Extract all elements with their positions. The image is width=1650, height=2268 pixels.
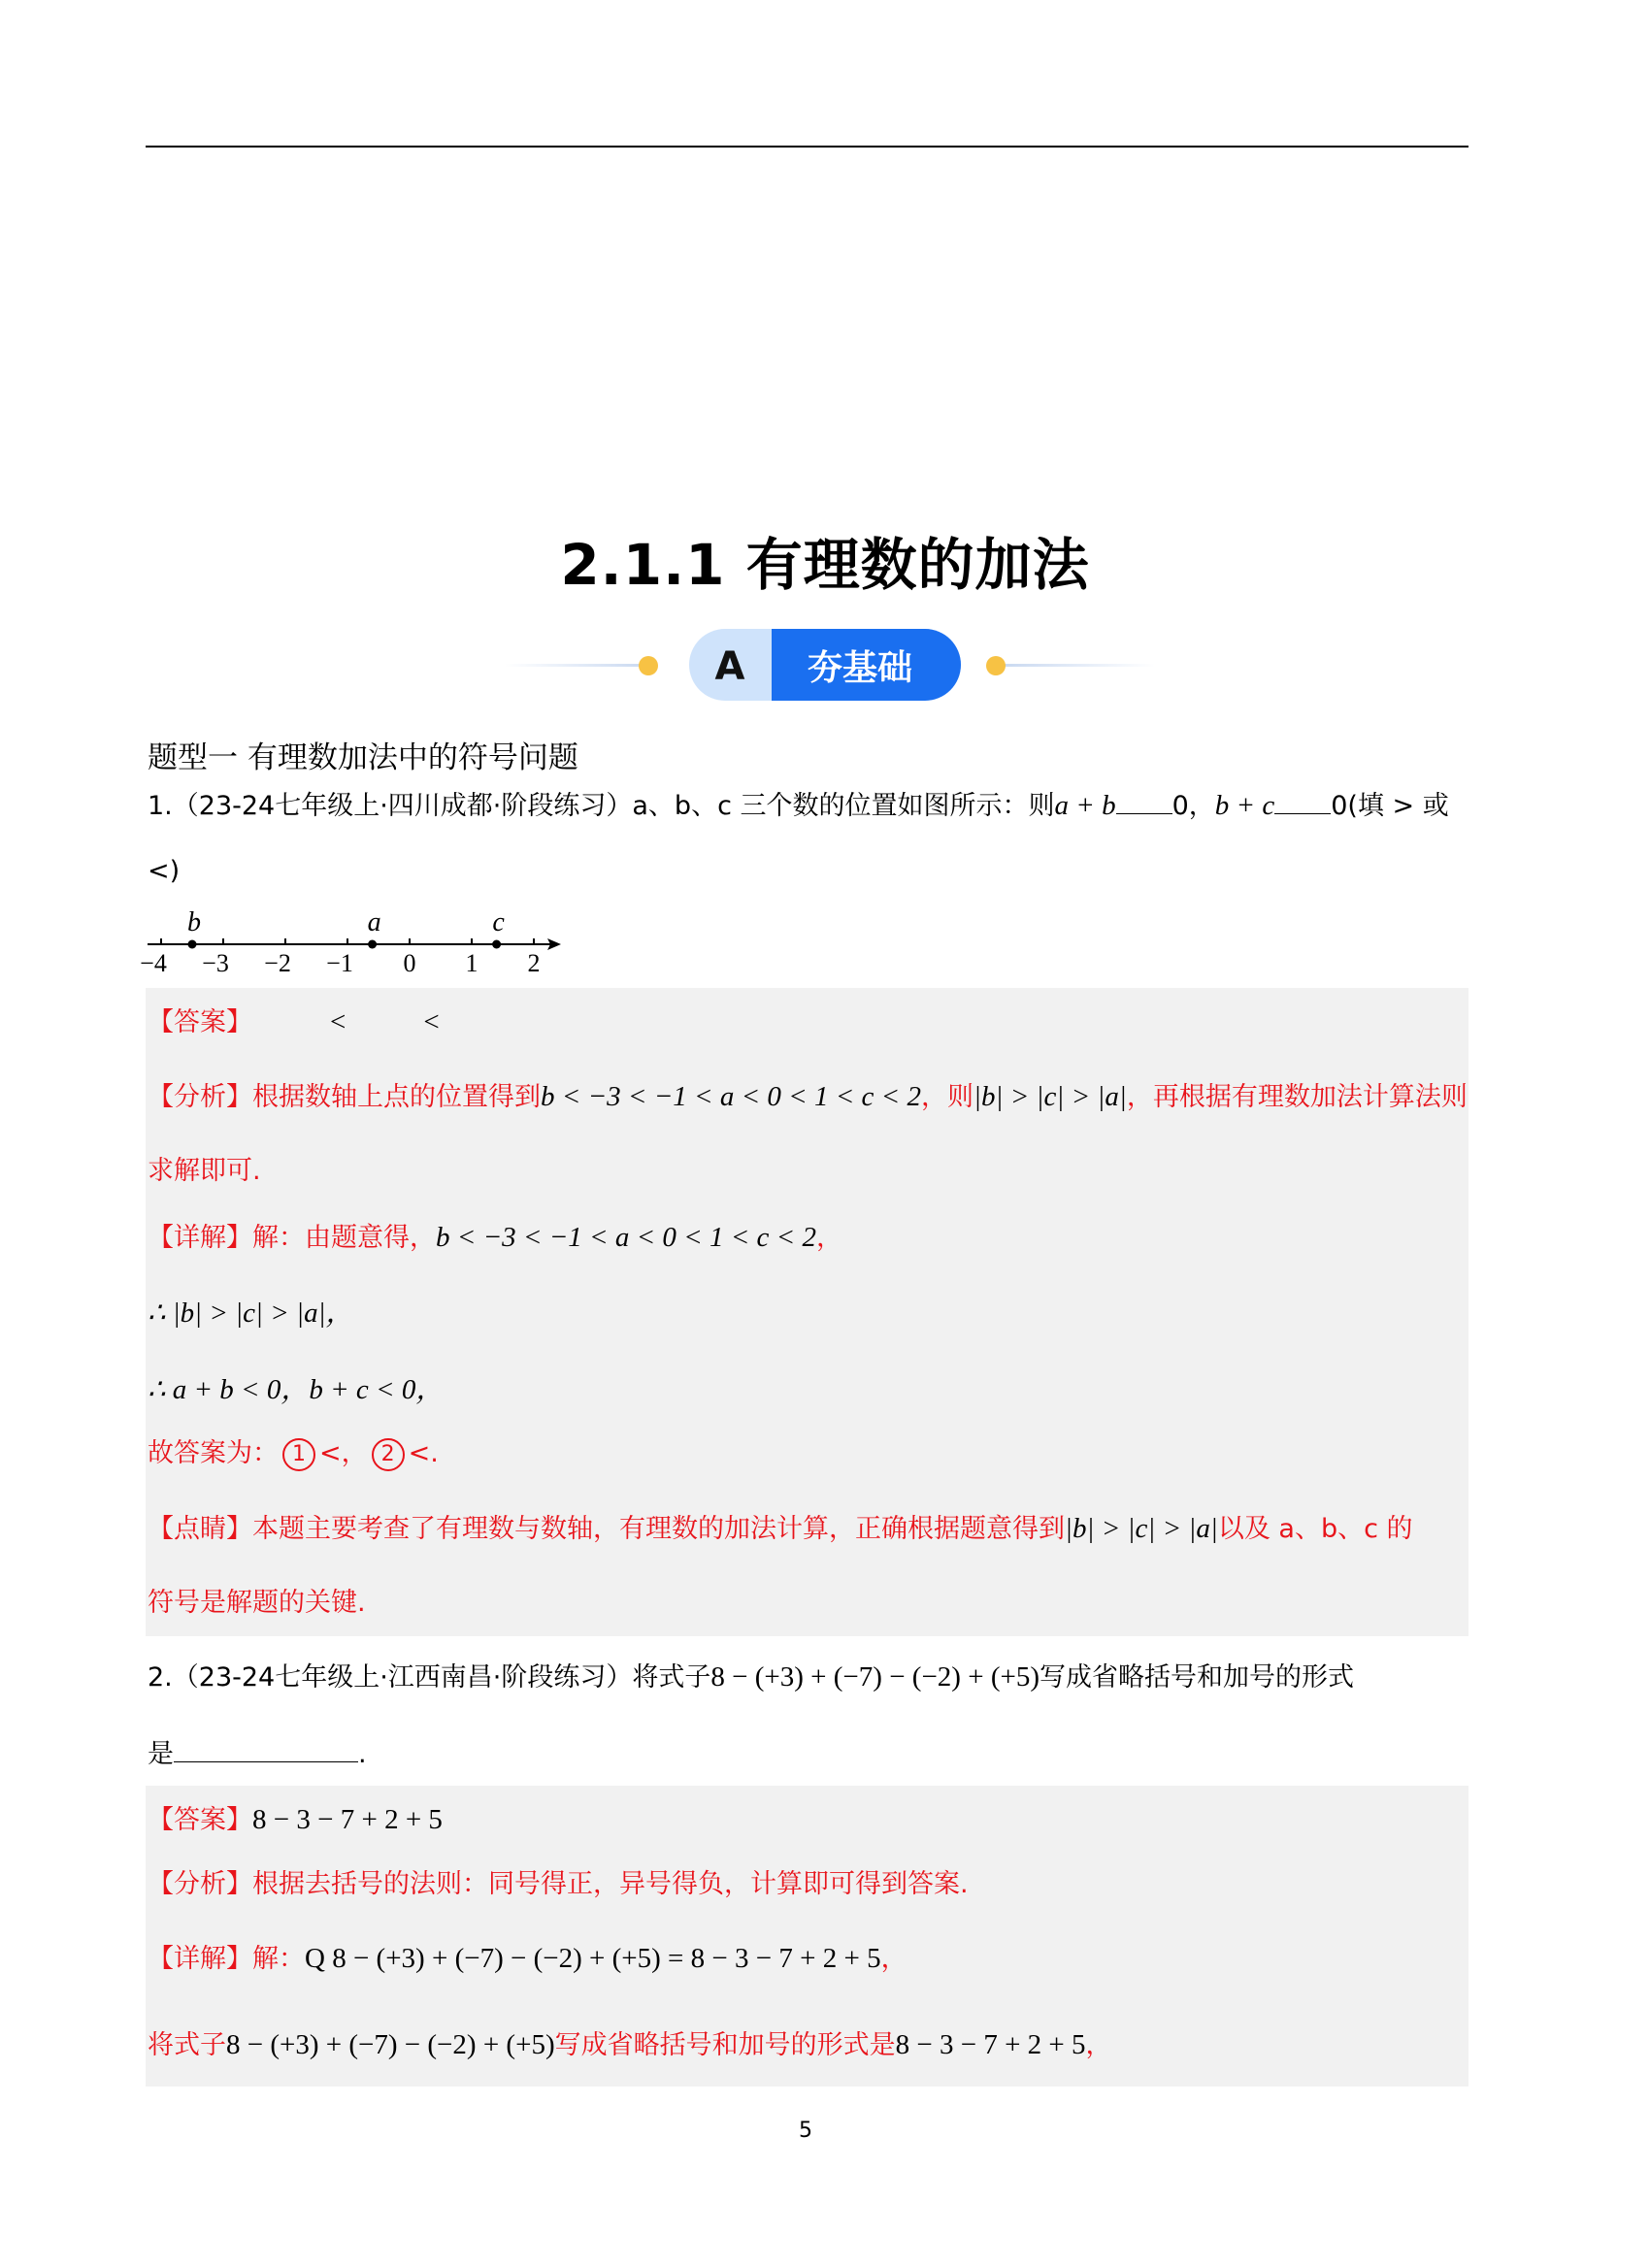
number-line-point-a xyxy=(368,940,377,949)
answer-value: 8 − 3 − 7 + 2 + 5 xyxy=(252,1804,443,1835)
number-line-tick-label: 1 xyxy=(465,949,478,977)
section-title: 题型一 有理数加法中的符号问题 xyxy=(148,740,578,775)
detail-step-1: ∴ |b| > |c| > |a|， xyxy=(148,1298,354,1329)
banner-dot-right xyxy=(986,656,1006,675)
question-source: （23-24七年级上·四川成都·阶段练习） xyxy=(172,791,633,821)
question-1: 1.（23-24七年级上·四川成都·阶段练习）a、b、c 三个数的位置如图所示：则a + b 0，b + c 0(填 > 或 xyxy=(148,784,1472,826)
number-line-point-b xyxy=(188,940,197,949)
analysis-tag: 【分析】 xyxy=(148,1082,252,1112)
detail-step-2: ∴ a + b < 0，b + c < 0， xyxy=(148,1374,445,1405)
answer-blank-2[interactable] xyxy=(1274,784,1331,814)
number-line-point-label-c: c xyxy=(492,907,505,937)
detail-tag: 【详解】 xyxy=(148,1223,252,1253)
detail-row-1: 【详解】解：由题意得，b < −3 < −1 < a < 0 < 1 < c < 2， xyxy=(148,1222,842,1253)
number-line-point-label-a: a xyxy=(367,907,381,937)
circled-number-2: 2 xyxy=(372,1438,405,1471)
header-rule xyxy=(146,146,1468,148)
banner-label: 夯基础 xyxy=(807,648,913,688)
question-number: 2. xyxy=(148,1662,173,1693)
question-stem: a、b、c 三个数的位置如图所示：则 xyxy=(632,791,1055,821)
section-banner xyxy=(485,621,1165,708)
detail-tag: 【详解】 xyxy=(148,1944,252,1974)
banner-letter: A xyxy=(714,644,745,689)
answer-value-2: < xyxy=(423,1006,440,1037)
comment-tag: 【点睛】 xyxy=(148,1514,252,1544)
analysis-row-1: 【分析】根据数轴上点的位置得到b < −3 < −1 < a < 0 < 1 < c < 2，则|b| > |c| > |a|，再根据有理数加法计算法则 xyxy=(148,1081,1468,1112)
answer-blank-1[interactable] xyxy=(1116,784,1172,814)
number-line-tick-label: 0 xyxy=(403,949,416,977)
analysis-tag: 【分析】 xyxy=(148,1869,252,1899)
question-source: （23-24七年级上·江西南昌·阶段练习） xyxy=(172,1662,633,1693)
number-line-tick-label: −2 xyxy=(264,949,291,977)
question-2-cont: 是 . xyxy=(148,1732,367,1774)
number-line xyxy=(140,907,571,977)
answer-row-2 xyxy=(148,1800,443,1840)
detail-row-2: 【详解】解：Q 8 − (+3) + (−7) − (−2) + (+5) = 8 − 3 − 7 + 2 + 5， xyxy=(148,1943,908,1974)
answer-row-1 xyxy=(148,1003,440,1042)
number-line-point-label-b: b xyxy=(187,907,201,937)
question-number: 1. xyxy=(148,791,173,821)
banner-dot-left xyxy=(639,656,658,675)
number-line-tick-label: −3 xyxy=(202,949,229,977)
analysis-row-1-cont: 求解即可. xyxy=(148,1156,261,1186)
answer-value-1: < xyxy=(330,1006,346,1037)
question-expression: 8 − (+3) + (−7) − (−2) + (+5) xyxy=(710,1661,1040,1693)
circled-number-1: 1 xyxy=(282,1438,315,1471)
expr-a-plus-b: a + b xyxy=(1054,790,1116,821)
detail-row-2-cont: 将式子8 − (+3) + (−7) − (−2) + (+5)写成省略括号和加号的形式是8 − 3 − 7 + 2 + 5， xyxy=(148,2029,1112,2060)
conclusion-row-1: 故答案为： 1 <， 2 <. xyxy=(148,1434,439,1473)
answer-tag: 【答案】 xyxy=(148,1805,252,1835)
number-line-tick-label: −4 xyxy=(140,949,167,977)
comment-row-1-cont: 符号是解题的关键. xyxy=(148,1588,366,1618)
number-line-tick-label: −1 xyxy=(326,949,353,977)
number-line-tick-label: 2 xyxy=(527,949,541,977)
analysis-row-2: 【分析】根据去括号的法则：同号得正，异号得负，计算即可得到答案. xyxy=(148,1869,969,1899)
page-number: 5 xyxy=(799,2119,812,2143)
page-title: 2.1.1 有理数的加法 xyxy=(560,532,1090,598)
number-line-point-c xyxy=(492,940,501,949)
answer-tag: 【答案】 xyxy=(148,1007,252,1037)
expr-b-plus-c: b + c xyxy=(1214,790,1275,821)
answer-blank-3[interactable] xyxy=(174,1732,358,1762)
question-1-tail: <) xyxy=(148,856,181,886)
comment-row-1: 【点睛】本题主要考查了有理数与数轴，有理数的加法计算，正确根据题意得到|b| > |c| > |a|以及 a、b、c 的 xyxy=(148,1513,1413,1544)
question-2: 2.（23-24七年级上·江西南昌·阶段练习）将式子8 − (+3) + (−7) − (−2) + (+5)写成省略括号和加号的形式 xyxy=(148,1661,1354,1693)
